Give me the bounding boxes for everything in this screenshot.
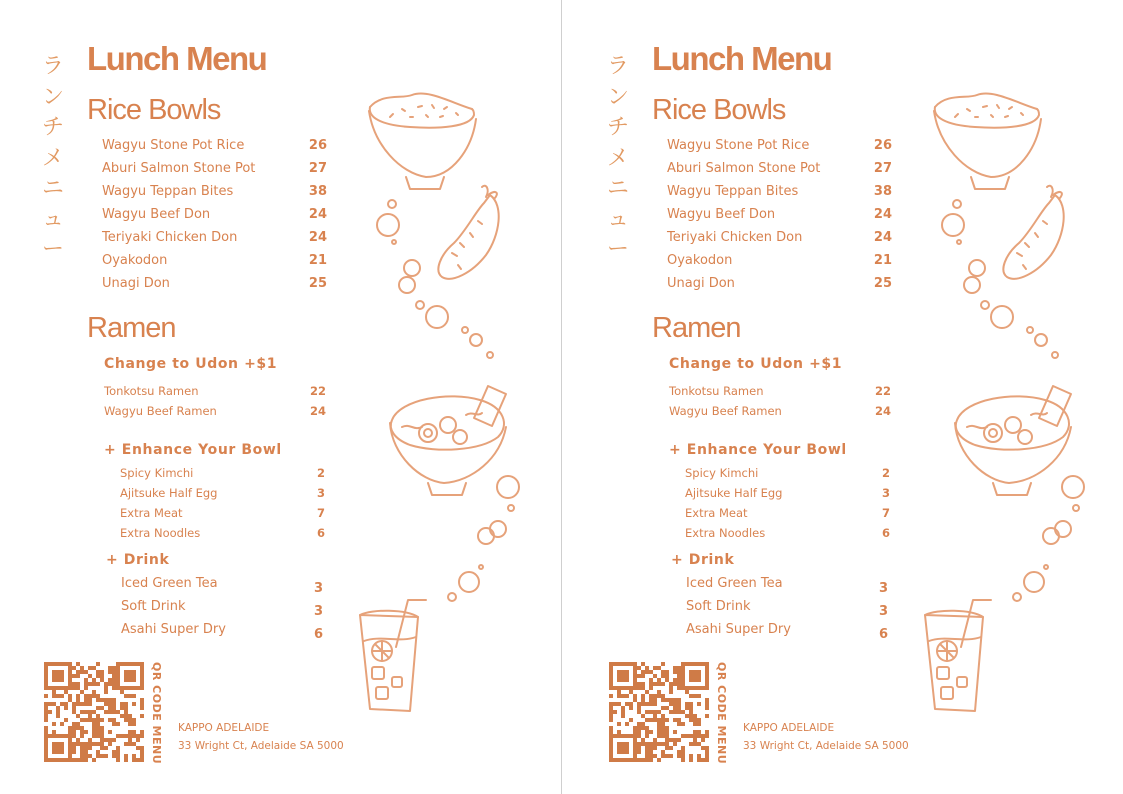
menu-item	[667, 184, 892, 199]
menu-item	[102, 138, 327, 153]
item-name: Extra Meat	[685, 506, 748, 520]
food-illustrations	[905, 85, 1105, 725]
item-name: Asahi Super Dry	[686, 622, 791, 637]
item-name: Spicy Kimchi	[685, 466, 759, 480]
item-price: 3	[878, 581, 888, 596]
menu-page-right	[565, 0, 1123, 794]
item-name: Ajitsuke Half Egg	[120, 486, 218, 500]
jp-char: ン	[41, 84, 64, 110]
rice-bowl-icon	[369, 94, 476, 189]
qr-code-icon[interactable]	[609, 662, 709, 762]
page-title: Lunch Menu	[87, 40, 267, 77]
iced-drink-icon	[925, 600, 991, 711]
item-name: Tonkotsu Ramen	[104, 384, 199, 398]
qr-code-icon[interactable]	[44, 662, 144, 762]
item-name: Spicy Kimchi	[120, 466, 194, 480]
item-name: Wagyu Beef Ramen	[104, 404, 217, 418]
item-price: 2	[316, 466, 325, 480]
item-price: 22	[309, 384, 326, 398]
menu-item	[121, 599, 323, 619]
menu-item	[667, 161, 892, 176]
item-name: Aburi Salmon Stone Pot	[667, 161, 821, 176]
page-title: Lunch Menu	[652, 40, 832, 77]
item-price: 6	[878, 627, 888, 642]
item-name: Wagyu Beef Ramen	[669, 404, 782, 418]
menu-item	[686, 576, 888, 596]
item-price: 27	[308, 161, 327, 176]
item-name: Wagyu Beef Don	[667, 207, 776, 222]
item-name: Wagyu Teppan Bites	[667, 184, 799, 199]
iced-drink-icon	[360, 600, 426, 711]
item-price: 27	[873, 161, 892, 176]
item-price: 21	[873, 253, 892, 268]
menu-item	[667, 276, 892, 291]
item-name: Oyakodon	[102, 253, 168, 268]
item-price: 25	[308, 276, 327, 291]
menu-item	[104, 384, 326, 398]
item-price: 26	[308, 138, 327, 153]
vertical-japanese-title	[40, 52, 66, 266]
menu-item	[685, 506, 890, 520]
item-name: Ajitsuke Half Egg	[685, 486, 783, 500]
item-name: Asahi Super Dry	[121, 622, 226, 637]
item-name: Teriyaki Chicken Don	[667, 230, 803, 245]
jp-char: ン	[606, 84, 629, 110]
menu-item	[667, 207, 892, 222]
item-name: Unagi Don	[667, 276, 735, 291]
menu-item	[104, 404, 326, 418]
item-name: Teriyaki Chicken Don	[102, 230, 238, 245]
jp-char: ラ	[41, 54, 64, 79]
menu-item	[686, 599, 888, 619]
item-name: Soft Drink	[686, 599, 751, 614]
menu-item	[685, 466, 890, 480]
item-name: Wagyu Stone Pot Rice	[667, 138, 810, 153]
item-price: 6	[881, 526, 890, 540]
item-name: Oyakodon	[667, 253, 733, 268]
menu-page-left	[0, 0, 561, 794]
item-price: 3	[313, 604, 323, 619]
menu-item	[120, 486, 325, 500]
restaurant-name: KAPPO ADELAIDE	[178, 722, 270, 734]
vertical-japanese-title	[605, 52, 631, 266]
item-name: Iced Green Tea	[686, 576, 783, 591]
enhance-heading: + Enhance Your Bowl	[104, 442, 282, 458]
item-price: 7	[881, 506, 890, 520]
tempura-shrimp-icon	[438, 186, 498, 279]
item-price: 2	[881, 466, 890, 480]
item-price: 3	[881, 486, 890, 500]
item-name: Soft Drink	[121, 599, 186, 614]
jp-char: チ	[606, 115, 629, 140]
ramen-heading: Ramen	[87, 312, 176, 344]
restaurant-address: 33 Wright Ct, Adelaide SA 5000	[743, 740, 909, 752]
jp-char: ニ	[41, 176, 64, 201]
menu-item	[102, 230, 327, 245]
jp-char: ュ	[606, 206, 629, 232]
jp-char: ー	[41, 237, 64, 262]
item-price: 22	[874, 384, 891, 398]
item-price: 21	[308, 253, 327, 268]
qr-label	[150, 662, 166, 765]
restaurant-address-block	[178, 719, 344, 755]
item-price: 6	[316, 526, 325, 540]
item-name: Extra Noodles	[685, 526, 766, 540]
menu-item	[685, 486, 890, 500]
item-price: 24	[873, 207, 892, 222]
restaurant-address: 33 Wright Ct, Adelaide SA 5000	[178, 740, 344, 752]
menu-item	[669, 384, 891, 398]
restaurant-name: KAPPO ADELAIDE	[743, 722, 835, 734]
qr-label-text: QR CODE MENU	[715, 662, 728, 765]
item-price: 38	[873, 184, 892, 199]
item-name: Unagi Don	[102, 276, 170, 291]
item-name: Tonkotsu Ramen	[669, 384, 764, 398]
item-name: Wagyu Beef Don	[102, 207, 211, 222]
jp-char: ュ	[41, 206, 64, 232]
item-name: Wagyu Teppan Bites	[102, 184, 234, 199]
rice-bowls-heading: Rice Bowls	[652, 94, 786, 126]
item-name: Extra Meat	[120, 506, 183, 520]
page-divider	[561, 0, 562, 794]
jp-char: メ	[606, 145, 629, 171]
item-price: 24	[308, 230, 327, 245]
qr-label	[715, 662, 731, 765]
menu-item	[120, 526, 325, 540]
rice-bowls-heading: Rice Bowls	[87, 94, 221, 126]
menu-item	[667, 230, 892, 245]
drink-heading: + Drink	[671, 552, 735, 568]
menu-item	[121, 576, 323, 596]
ramen-bowl-icon	[390, 386, 506, 495]
drink-heading: + Drink	[106, 552, 170, 568]
menu-item	[121, 622, 323, 642]
menu-item	[102, 253, 327, 268]
menu-item	[102, 276, 327, 291]
jp-char: ー	[606, 237, 629, 262]
menu-item	[686, 622, 888, 642]
item-price: 24	[308, 207, 327, 222]
rice-bowl-icon	[934, 94, 1041, 189]
item-price: 3	[313, 581, 323, 596]
menu-item	[102, 161, 327, 176]
item-price: 3	[316, 486, 325, 500]
item-price: 24	[874, 404, 891, 418]
menu-item	[120, 506, 325, 520]
item-price: 24	[309, 404, 326, 418]
bubbles-icon	[377, 200, 493, 358]
bubbles-icon	[942, 200, 1058, 358]
item-price: 6	[313, 627, 323, 642]
jp-char: ニ	[606, 176, 629, 201]
ramen-heading: Ramen	[652, 312, 741, 344]
jp-char: ラ	[606, 54, 629, 79]
item-name: Iced Green Tea	[121, 576, 218, 591]
item-name: Extra Noodles	[120, 526, 201, 540]
food-illustrations	[340, 85, 540, 725]
udon-note: Change to Udon +$1	[669, 356, 843, 372]
menu-item	[667, 138, 892, 153]
udon-note: Change to Udon +$1	[104, 356, 278, 372]
menu-item	[120, 466, 325, 480]
jp-char: チ	[41, 115, 64, 140]
restaurant-address-block	[743, 719, 909, 755]
enhance-heading: + Enhance Your Bowl	[669, 442, 847, 458]
item-name: Aburi Salmon Stone Pot	[102, 161, 256, 176]
item-name: Wagyu Stone Pot Rice	[102, 138, 245, 153]
menu-item	[669, 404, 891, 418]
tempura-shrimp-icon	[1003, 186, 1063, 279]
menu-item	[685, 526, 890, 540]
qr-label-text: QR CODE MENU	[150, 662, 163, 765]
jp-char: メ	[41, 145, 64, 171]
menu-item	[102, 207, 327, 222]
item-price: 26	[873, 138, 892, 153]
item-price: 7	[316, 506, 325, 520]
item-price: 38	[308, 184, 327, 199]
item-price: 24	[873, 230, 892, 245]
menu-item	[667, 253, 892, 268]
ramen-bowl-icon	[955, 386, 1071, 495]
item-price: 25	[873, 276, 892, 291]
item-price: 3	[878, 604, 888, 619]
menu-item	[102, 184, 327, 199]
